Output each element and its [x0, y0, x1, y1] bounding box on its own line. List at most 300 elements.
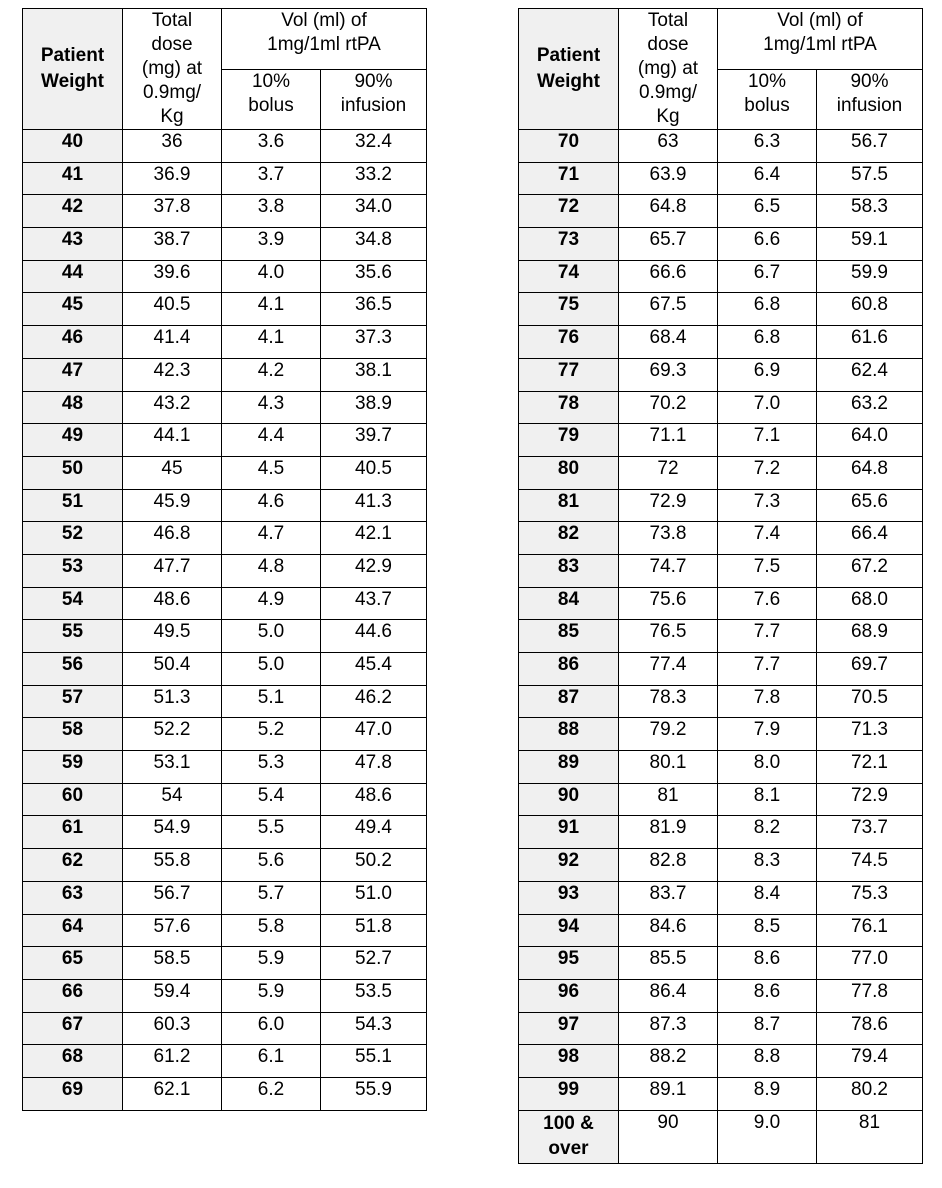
dose-cell: 55.8 [123, 849, 222, 882]
volume-header [222, 9, 427, 70]
dose-cell: 72 [619, 456, 718, 489]
table-row [519, 947, 923, 980]
bolus-cell: 7.0 [718, 391, 817, 424]
table-row [519, 522, 923, 555]
table-row [519, 783, 923, 816]
dose-cell: 63 [619, 130, 718, 163]
weight-cell: 97 [519, 1012, 619, 1045]
weight-cell: 45 [23, 293, 123, 326]
total-dose-header [123, 9, 222, 130]
table-row [23, 260, 427, 293]
weight-cell: 75 [519, 293, 619, 326]
table-row [519, 1045, 923, 1078]
bolus-cell: 3.7 [222, 162, 321, 195]
infusion-cell: 60.8 [817, 293, 923, 326]
dose-cell: 50.4 [123, 653, 222, 686]
bolus-cell: 6.7 [718, 260, 817, 293]
infusion-cell: 34.0 [321, 195, 427, 228]
bolus-cell: 5.7 [222, 881, 321, 914]
bolus-cell: 5.9 [222, 979, 321, 1012]
weight-cell: 98 [519, 1045, 619, 1078]
bolus-cell: 3.6 [222, 130, 321, 163]
bolus-cell: 8.8 [718, 1045, 817, 1078]
bolus-cell: 5.0 [222, 620, 321, 653]
bolus-cell: 8.4 [718, 881, 817, 914]
weight-cell: 54 [23, 587, 123, 620]
bolus-cell: 4.5 [222, 456, 321, 489]
table-row [23, 620, 427, 653]
infusion-cell: 38.1 [321, 358, 427, 391]
header-text: Total [647, 10, 689, 31]
weight-text: over [548, 1137, 589, 1159]
table-row [519, 1077, 923, 1110]
weight-cell: 86 [519, 653, 619, 686]
table-row [23, 1077, 427, 1110]
table-row [519, 685, 923, 718]
dose-cell: 59.4 [123, 979, 222, 1012]
weight-cell: 58 [23, 718, 123, 751]
header-text: 10% [747, 70, 787, 92]
bolus-cell: 4.3 [222, 391, 321, 424]
table-row [23, 228, 427, 261]
bolus-cell: 6.5 [718, 195, 817, 228]
infusion-cell: 80.2 [817, 1077, 923, 1110]
dose-cell: 42.3 [123, 358, 222, 391]
dose-cell: 38.7 [123, 228, 222, 261]
dose-cell: 41.4 [123, 326, 222, 359]
infusion-cell: 49.4 [321, 816, 427, 849]
weight-cell: 84 [519, 587, 619, 620]
weight-cell: 56 [23, 653, 123, 686]
dose-cell: 63.9 [619, 162, 718, 195]
infusion-cell: 74.5 [817, 849, 923, 882]
infusion-cell: 68.0 [817, 587, 923, 620]
table-row [519, 881, 923, 914]
dose-cell: 81 [619, 783, 718, 816]
weight-cell: 96 [519, 979, 619, 1012]
weight-cell: 88 [519, 718, 619, 751]
weight-cell: 62 [23, 849, 123, 882]
weight-cell: 80 [519, 456, 619, 489]
infusion-cell: 64.0 [817, 424, 923, 457]
bolus-cell: 7.7 [718, 620, 817, 653]
weight-cell: 48 [23, 391, 123, 424]
weight-cell: 83 [519, 554, 619, 587]
infusion-cell: 73.7 [817, 816, 923, 849]
weight-cell: 74 [519, 260, 619, 293]
header-text: bolus [248, 94, 294, 116]
bolus-cell: 4.1 [222, 326, 321, 359]
bolus-cell: 6.3 [718, 130, 817, 163]
infusion-cell: 68.9 [817, 620, 923, 653]
dose-cell: 49.5 [123, 620, 222, 653]
table-row [23, 751, 427, 784]
weight-cell: 59 [23, 751, 123, 784]
bolus-cell: 7.3 [718, 489, 817, 522]
weight-cell: 66 [23, 979, 123, 1012]
dose-cell: 88.2 [619, 1045, 718, 1078]
bolus-cell: 8.2 [718, 816, 817, 849]
infusion-cell: 51.0 [321, 881, 427, 914]
infusion-cell: 55.9 [321, 1077, 427, 1110]
table-row [23, 979, 427, 1012]
table-row [519, 718, 923, 751]
dose-cell: 54 [123, 783, 222, 816]
dose-cell: 78.3 [619, 685, 718, 718]
dose-cell: 87.3 [619, 1012, 718, 1045]
bolus-cell: 7.2 [718, 456, 817, 489]
weight-cell: 65 [23, 947, 123, 980]
infusion-cell: 70.5 [817, 685, 923, 718]
dose-cell: 47.7 [123, 554, 222, 587]
table-row [23, 947, 427, 980]
infusion-cell: 65.6 [817, 489, 923, 522]
bolus-cell: 5.8 [222, 914, 321, 947]
weight-cell: 78 [519, 391, 619, 424]
bolus-cell: 7.6 [718, 587, 817, 620]
header-text: infusion [836, 94, 903, 116]
table-row [519, 914, 923, 947]
header-text: 0.9mg/ [638, 82, 698, 103]
table-row [23, 391, 427, 424]
dose-cell: 74.7 [619, 554, 718, 587]
bolus-cell: 7.1 [718, 424, 817, 457]
table-row [23, 718, 427, 751]
weight-cell: 93 [519, 881, 619, 914]
header-text: Vol (ml) of [281, 10, 367, 31]
weight-cell: 61 [23, 816, 123, 849]
dose-cell: 62.1 [123, 1077, 222, 1110]
patient-weight-header [23, 9, 123, 130]
weight-cell: 94 [519, 914, 619, 947]
table-row [519, 849, 923, 882]
infusion-cell: 56.7 [817, 130, 923, 163]
table-row [23, 914, 427, 947]
bolus-cell: 3.8 [222, 195, 321, 228]
dose-cell: 40.5 [123, 293, 222, 326]
table-row [23, 685, 427, 718]
bolus-cell: 6.4 [718, 162, 817, 195]
weight-cell: 42 [23, 195, 123, 228]
infusion-cell: 33.2 [321, 162, 427, 195]
weight-cell: 79 [519, 424, 619, 457]
table-row [519, 620, 923, 653]
header-text: 10% [251, 70, 291, 92]
dose-cell: 39.6 [123, 260, 222, 293]
weight-cell: 60 [23, 783, 123, 816]
weight-cell: 41 [23, 162, 123, 195]
table-row [23, 489, 427, 522]
bolus-cell: 6.8 [718, 326, 817, 359]
infusion-cell: 63.2 [817, 391, 923, 424]
infusion-cell: 57.5 [817, 162, 923, 195]
bolus-header [222, 69, 321, 130]
bolus-cell: 4.0 [222, 260, 321, 293]
infusion-cell: 64.8 [817, 456, 923, 489]
table-row [519, 554, 923, 587]
infusion-cell: 59.1 [817, 228, 923, 261]
dose-cell: 43.2 [123, 391, 222, 424]
bolus-cell: 4.9 [222, 587, 321, 620]
infusion-cell: 47.0 [321, 718, 427, 751]
table-row [23, 195, 427, 228]
weight-cell: 69 [23, 1077, 123, 1110]
dose-cell: 84.6 [619, 914, 718, 947]
weight-cell: 57 [23, 685, 123, 718]
infusion-cell: 47.8 [321, 751, 427, 784]
weight-cell: 44 [23, 260, 123, 293]
infusion-cell: 35.6 [321, 260, 427, 293]
dose-cell: 36.9 [123, 162, 222, 195]
header-text: bolus [744, 94, 790, 116]
dose-cell: 53.1 [123, 751, 222, 784]
table-row [23, 522, 427, 555]
volume-header [718, 9, 923, 70]
weight-cell [519, 1110, 619, 1163]
weight-cell: 49 [23, 424, 123, 457]
header-text: dose [647, 34, 689, 55]
dose-cell: 79.2 [619, 718, 718, 751]
infusion-cell: 46.2 [321, 685, 427, 718]
weight-cell: 73 [519, 228, 619, 261]
header-text: Weight [41, 71, 104, 92]
bolus-cell: 5.2 [222, 718, 321, 751]
infusion-cell: 32.4 [321, 130, 427, 163]
infusion-cell: 67.2 [817, 554, 923, 587]
table-row [23, 293, 427, 326]
header-text: (mg) at [141, 58, 203, 79]
infusion-cell: 44.6 [321, 620, 427, 653]
dose-cell: 44.1 [123, 424, 222, 457]
weight-cell: 87 [519, 685, 619, 718]
infusion-cell: 52.7 [321, 947, 427, 980]
infusion-cell: 59.9 [817, 260, 923, 293]
dose-cell: 86.4 [619, 979, 718, 1012]
weight-cell: 52 [23, 522, 123, 555]
table-row [23, 130, 427, 163]
weight-cell: 95 [519, 947, 619, 980]
bolus-cell: 4.4 [222, 424, 321, 457]
table-row [23, 456, 427, 489]
dose-cell: 56.7 [123, 881, 222, 914]
table-row [519, 391, 923, 424]
bolus-cell: 5.4 [222, 783, 321, 816]
bolus-cell: 8.0 [718, 751, 817, 784]
bolus-cell: 5.9 [222, 947, 321, 980]
header-text: Kg [160, 106, 184, 127]
table-row [23, 554, 427, 587]
dose-cell: 80.1 [619, 751, 718, 784]
table-row [23, 162, 427, 195]
dose-cell: 67.5 [619, 293, 718, 326]
table-row [519, 260, 923, 293]
weight-cell: 99 [519, 1077, 619, 1110]
bolus-cell: 8.7 [718, 1012, 817, 1045]
bolus-cell: 6.2 [222, 1077, 321, 1110]
infusion-cell: 69.7 [817, 653, 923, 686]
bolus-cell: 8.3 [718, 849, 817, 882]
infusion-cell: 51.8 [321, 914, 427, 947]
dose-cell: 51.3 [123, 685, 222, 718]
bolus-cell: 5.5 [222, 816, 321, 849]
weight-cell: 81 [519, 489, 619, 522]
weight-cell: 53 [23, 554, 123, 587]
table-row [23, 358, 427, 391]
infusion-cell: 62.4 [817, 358, 923, 391]
infusion-cell: 43.7 [321, 587, 427, 620]
infusion-cell: 77.0 [817, 947, 923, 980]
dose-cell: 76.5 [619, 620, 718, 653]
bolus-cell: 4.6 [222, 489, 321, 522]
weight-cell: 47 [23, 358, 123, 391]
bolus-cell: 6.8 [718, 293, 817, 326]
bolus-cell: 7.7 [718, 653, 817, 686]
table-row [23, 1012, 427, 1045]
header-text: Vol (ml) of [777, 10, 863, 31]
table-row [519, 162, 923, 195]
bolus-cell: 7.9 [718, 718, 817, 751]
infusion-cell: 54.3 [321, 1012, 427, 1045]
bolus-cell: 5.6 [222, 849, 321, 882]
table-row [519, 751, 923, 784]
dose-cell: 65.7 [619, 228, 718, 261]
dose-cell: 66.6 [619, 260, 718, 293]
table-row [519, 587, 923, 620]
infusion-cell: 81 [817, 1110, 923, 1163]
bolus-cell: 6.0 [222, 1012, 321, 1045]
bolus-cell: 6.9 [718, 358, 817, 391]
weight-cell: 40 [23, 130, 123, 163]
bolus-cell: 7.5 [718, 554, 817, 587]
table-row [519, 293, 923, 326]
bolus-cell: 6.6 [718, 228, 817, 261]
infusion-cell: 77.8 [817, 979, 923, 1012]
weight-cell: 43 [23, 228, 123, 261]
infusion-cell: 76.1 [817, 914, 923, 947]
table-row [23, 816, 427, 849]
table-row [519, 326, 923, 359]
infusion-cell: 40.5 [321, 456, 427, 489]
infusion-cell: 37.3 [321, 326, 427, 359]
table-row [519, 228, 923, 261]
dose-cell: 75.6 [619, 587, 718, 620]
weight-text: 100 & [543, 1112, 594, 1134]
weight-cell: 77 [519, 358, 619, 391]
bolus-cell: 4.1 [222, 293, 321, 326]
header-text: dose [151, 34, 193, 55]
weight-cell: 76 [519, 326, 619, 359]
bolus-cell: 8.5 [718, 914, 817, 947]
bolus-cell: 5.0 [222, 653, 321, 686]
infusion-cell: 75.3 [817, 881, 923, 914]
bolus-cell: 8.9 [718, 1077, 817, 1110]
infusion-cell: 41.3 [321, 489, 427, 522]
dose-cell: 68.4 [619, 326, 718, 359]
weight-cell: 72 [519, 195, 619, 228]
header-text: 90% [850, 70, 889, 92]
dose-cell: 60.3 [123, 1012, 222, 1045]
dose-cell: 58.5 [123, 947, 222, 980]
dose-table-right [518, 8, 923, 1164]
dose-cell: 52.2 [123, 718, 222, 751]
infusion-cell: 55.1 [321, 1045, 427, 1078]
dose-cell: 69.3 [619, 358, 718, 391]
dose-cell: 70.2 [619, 391, 718, 424]
header-text: Total [151, 10, 193, 31]
table-row [23, 1045, 427, 1078]
infusion-cell: 50.2 [321, 849, 427, 882]
table-row [23, 653, 427, 686]
total-dose-header [619, 9, 718, 130]
table-row [23, 849, 427, 882]
weight-cell: 68 [23, 1045, 123, 1078]
weight-cell: 46 [23, 326, 123, 359]
weight-cell: 50 [23, 456, 123, 489]
patient-weight-header [519, 9, 619, 130]
infusion-cell: 38.9 [321, 391, 427, 424]
dose-cell: 45 [123, 456, 222, 489]
bolus-cell: 9.0 [718, 1110, 817, 1163]
infusion-cell: 71.3 [817, 718, 923, 751]
header-text: 1mg/1ml rtPA [763, 34, 877, 55]
weight-cell: 82 [519, 522, 619, 555]
bolus-cell: 8.6 [718, 947, 817, 980]
infusion-cell: 36.5 [321, 293, 427, 326]
infusion-cell: 48.6 [321, 783, 427, 816]
table-row [519, 816, 923, 849]
header-text: (mg) at [637, 58, 699, 79]
table-row [519, 358, 923, 391]
dose-cell: 54.9 [123, 816, 222, 849]
infusion-cell: 66.4 [817, 522, 923, 555]
dose-cell: 37.8 [123, 195, 222, 228]
header-text: Kg [656, 106, 680, 127]
table-row [23, 587, 427, 620]
table-row [519, 456, 923, 489]
table-row [519, 1110, 923, 1163]
weight-cell: 70 [519, 130, 619, 163]
infusion-cell: 78.6 [817, 1012, 923, 1045]
bolus-cell: 8.6 [718, 979, 817, 1012]
infusion-cell: 58.3 [817, 195, 923, 228]
bolus-cell: 3.9 [222, 228, 321, 261]
table-row [23, 326, 427, 359]
dose-cell: 36 [123, 130, 222, 163]
table-row [519, 130, 923, 163]
infusion-cell: 53.5 [321, 979, 427, 1012]
weight-cell: 89 [519, 751, 619, 784]
weight-cell: 90 [519, 783, 619, 816]
dose-cell: 48.6 [123, 587, 222, 620]
bolus-cell: 6.1 [222, 1045, 321, 1078]
bolus-cell: 5.1 [222, 685, 321, 718]
weight-cell: 71 [519, 162, 619, 195]
table-row [519, 489, 923, 522]
dose-cell: 77.4 [619, 653, 718, 686]
dose-cell: 61.2 [123, 1045, 222, 1078]
weight-cell: 91 [519, 816, 619, 849]
table-row [519, 195, 923, 228]
table-row [519, 653, 923, 686]
dose-cell: 46.8 [123, 522, 222, 555]
bolus-cell: 4.2 [222, 358, 321, 391]
infusion-cell: 72.1 [817, 751, 923, 784]
dose-cell: 45.9 [123, 489, 222, 522]
table-row [519, 979, 923, 1012]
header-text: 90% [354, 70, 393, 92]
bolus-cell: 4.8 [222, 554, 321, 587]
bolus-header [718, 69, 817, 130]
